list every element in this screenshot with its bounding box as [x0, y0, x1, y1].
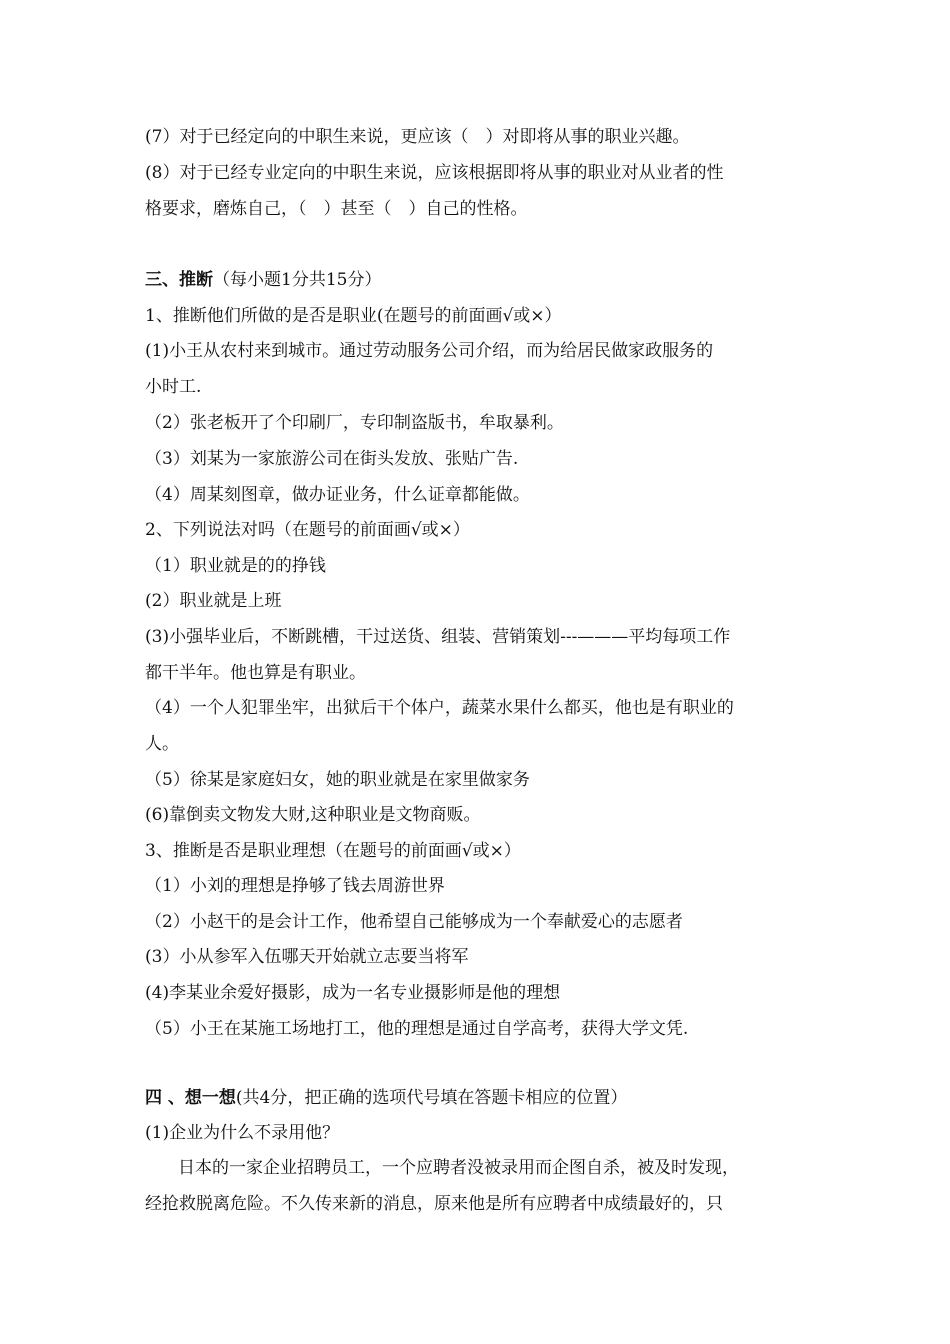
section-4-note: (共4分，把正确的选项代号填在答题卡相应的位置）: [235, 1088, 628, 1108]
part-3-item-5: （5）小王在某施工场地打工，他的理想是通过自学高考，获得大学文凭.: [145, 1019, 689, 1039]
part-1-heading: 1、推断他们所做的是否是职业(在题号的前面画√或×）: [145, 306, 562, 326]
section-4-question-1: (1)企业为什么不录用他？: [145, 1123, 340, 1143]
part-1-item-1: (1)小王从农村来到城市。通过劳动服务公司介绍，而为给居民做家政服务的: [145, 341, 714, 361]
section-3-note: （每小题1分共15分）: [213, 270, 382, 290]
part-2-item-3-cont: 都干半年。他也算是有职业。: [145, 663, 366, 683]
part-2-item-6: (6)靠倒卖文物发大财,这种职业是文物商贩。: [145, 805, 481, 825]
part-2-item-5: （5）徐某是家庭妇女，她的职业就是在家里做家务: [145, 770, 530, 790]
part-1-item-1-cont: 小时工.: [145, 377, 202, 397]
section-4-title: [145, 1087, 825, 1109]
part-2-item-4: （4）一个人犯罪坐牢，出狱后干个体户，蔬菜水果什么都买，他也是有职业的: [145, 698, 734, 718]
story-paragraph-line-1: 日本的一家企业招聘员工，一个应聘者没被录用而企图自杀，被及时发现，: [178, 1158, 739, 1178]
part-3-item-1: （1）小刘的理想是挣够了钱去周游世界: [145, 876, 445, 896]
part-1-item-2: （2）张老板开了个印刷厂，专印制盗版书，牟取暴利。: [145, 413, 564, 433]
section-3-heading: 三、推断: [145, 270, 213, 290]
part-3-heading: 3、推断是否是职业理想（在题号的前面画√或×）: [145, 841, 521, 861]
part-2-item-3: (3)小强毕业后，不断跳槽，干过送货、组装、营销策划---———平均每项工作: [145, 627, 731, 647]
part-3-item-4: (4)李某业余爱好摄影，成为一名专业摄影师是他的理想: [145, 983, 561, 1003]
part-2-item-4-cont: 人。: [145, 734, 179, 754]
part-1-item-4: （4）周某刻图章，做办证业务，什么证章都能做。: [145, 485, 530, 505]
part-2-item-1: （1）职业就是的的挣钱: [145, 556, 326, 576]
part-2-heading: 2、下列说法对吗（在题号的前面画√或×）: [145, 520, 470, 540]
question-8: (8）对于已经专业定向的中职生来说，应该根据即将从事的职业对从业者的性: [145, 163, 724, 183]
part-1-item-3: （3）刘某为一家旅游公司在街头发放、张贴广告.: [145, 449, 519, 469]
section-4-heading: 四 、想一想: [145, 1088, 236, 1108]
question-7: (7）对于已经定向的中职生来说，更应该（ ）对即将从事的职业兴趣。: [145, 127, 690, 147]
part-3-item-3: (3）小从参军入伍哪天开始就立志要当将军: [145, 947, 469, 967]
story-paragraph-line-2: 经抢救脱离危险。不久传来新的消息，原来他是所有应聘者中成绩最好的，只: [145, 1194, 723, 1214]
question-8-cont: 格要求，磨炼自己，（ ）甚至（ ）自己的性格。: [145, 199, 528, 219]
section-3-title: [145, 269, 825, 291]
part-3-item-2: （2）小赵干的是会计工作，他希望自己能够成为一个奉献爱心的志愿者: [145, 912, 683, 932]
part-2-item-2: (2）职业就是上班: [145, 591, 282, 611]
